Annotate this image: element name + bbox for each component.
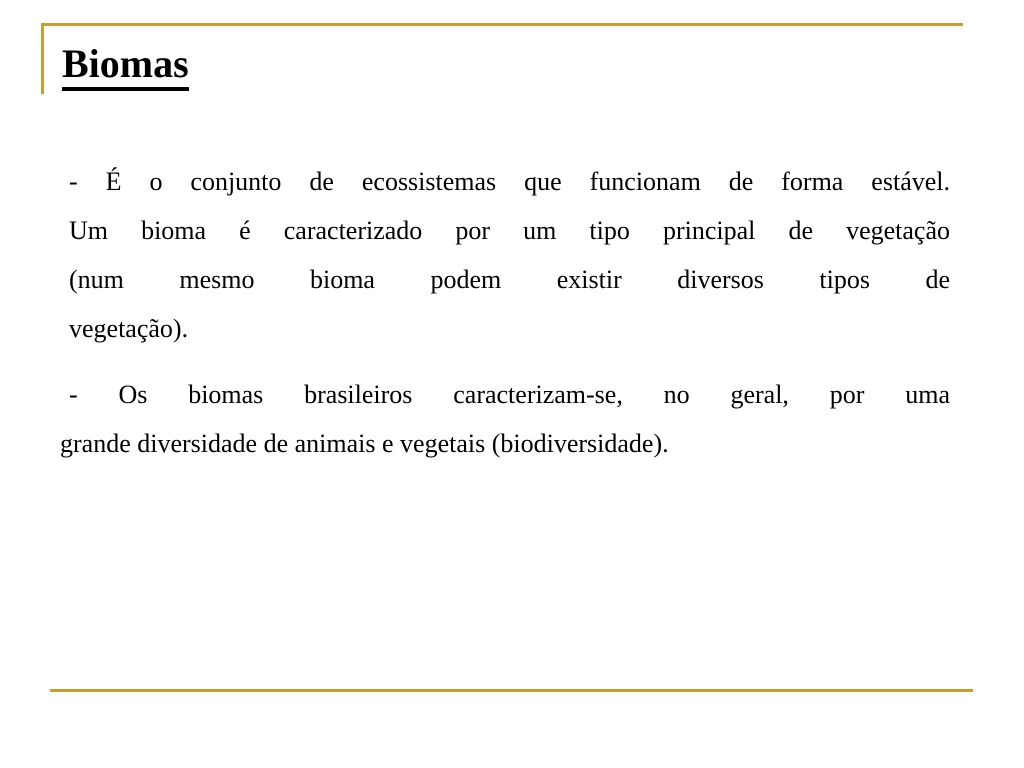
body-text-line: Um bioma é caracterizado por um tipo principal de vegetação [69,216,950,245]
slide-title-text: Biomas [62,44,189,91]
body-text-line: - É o conjunto de ecossistemas que funcionam de forma estável. [69,167,950,196]
body-text-line: vegetação). [69,314,189,343]
paragraph [58,370,950,468]
body-text-line: (num mesmo bioma podem existir diversos tipos de [69,265,950,294]
body-text-line: - Os biomas brasileiros caracterizam-se, no geral, por uma [69,380,950,409]
paragraph [58,157,950,353]
body-text [58,157,950,485]
left-accent-line [41,23,44,94]
top-accent-line [42,23,963,26]
bottom-accent-line [50,689,973,692]
body-text-line: grande diversidade de animais e vegetais (biodiversidade). [60,429,669,458]
slide-title [62,41,189,91]
